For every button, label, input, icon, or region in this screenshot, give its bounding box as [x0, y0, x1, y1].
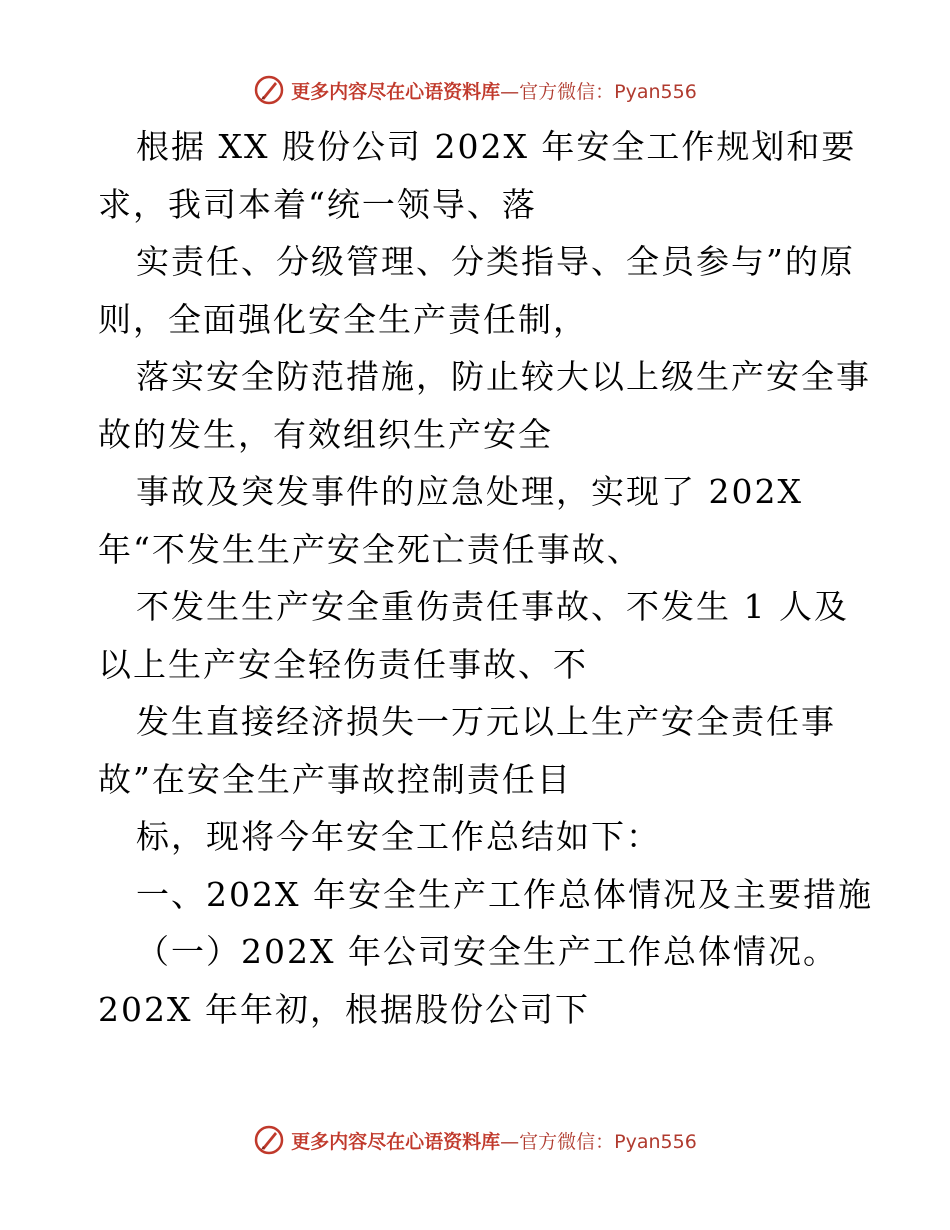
document-line: 落实安全防范措施，防止较大以上级生产安全事	[136, 357, 871, 396]
document-line: 发生直接经济损失一万元以上生产安全责任事	[136, 702, 836, 741]
document-line: 则，全面强化安全生产责任制，	[98, 299, 588, 339]
footer-watermark-text	[291, 1127, 697, 1154]
document-line: 一、202X 年安全生产工作总体情况及主要措施	[136, 874, 873, 914]
document-line: 以上生产安全轻伤责任事故、不	[98, 644, 588, 684]
document-line: 根据 XX 股份公司 202X 年安全工作规划和要	[136, 127, 857, 166]
footer-contact-text: —官方微信：Pyan556	[500, 1130, 697, 1153]
document-line: 不发生生产安全重伤责任事故、不发生 1 人及	[136, 587, 849, 626]
document-line: 202X 年年初，根据股份公司下	[98, 989, 590, 1029]
document-line: 故”在安全生产事故控制责任目	[98, 759, 572, 799]
document-line: 实责任、分级管理、分类指导、全员参与”的原	[136, 242, 855, 281]
document-line: 求，我司本着“统一领导、落	[98, 184, 537, 224]
document-line: 故的发生，有效组织生产安全	[98, 414, 553, 454]
document-line: 年“不发生生产安全死亡责任事故、	[98, 529, 642, 569]
header-contact-text: —官方微信：Pyan556	[500, 80, 697, 103]
footer-brand-text: 更多内容尽在心语资料库	[291, 1130, 501, 1153]
header-watermark-banner	[0, 68, 950, 112]
footer-watermark-banner	[0, 1118, 950, 1162]
quill-pen-logo-icon	[253, 1124, 285, 1156]
document-line: 标，现将今年安全工作总结如下：	[136, 817, 661, 856]
document-body	[98, 118, 873, 1038]
quill-pen-logo-icon	[253, 74, 285, 106]
document-line: （一）202X 年公司安全生产工作总体情况。	[136, 932, 838, 971]
header-brand-text: 更多内容尽在心语资料库	[291, 80, 501, 103]
header-watermark-text	[291, 77, 697, 104]
document-line: 事故及突发事件的应急处理，实现了 202X	[136, 472, 803, 511]
